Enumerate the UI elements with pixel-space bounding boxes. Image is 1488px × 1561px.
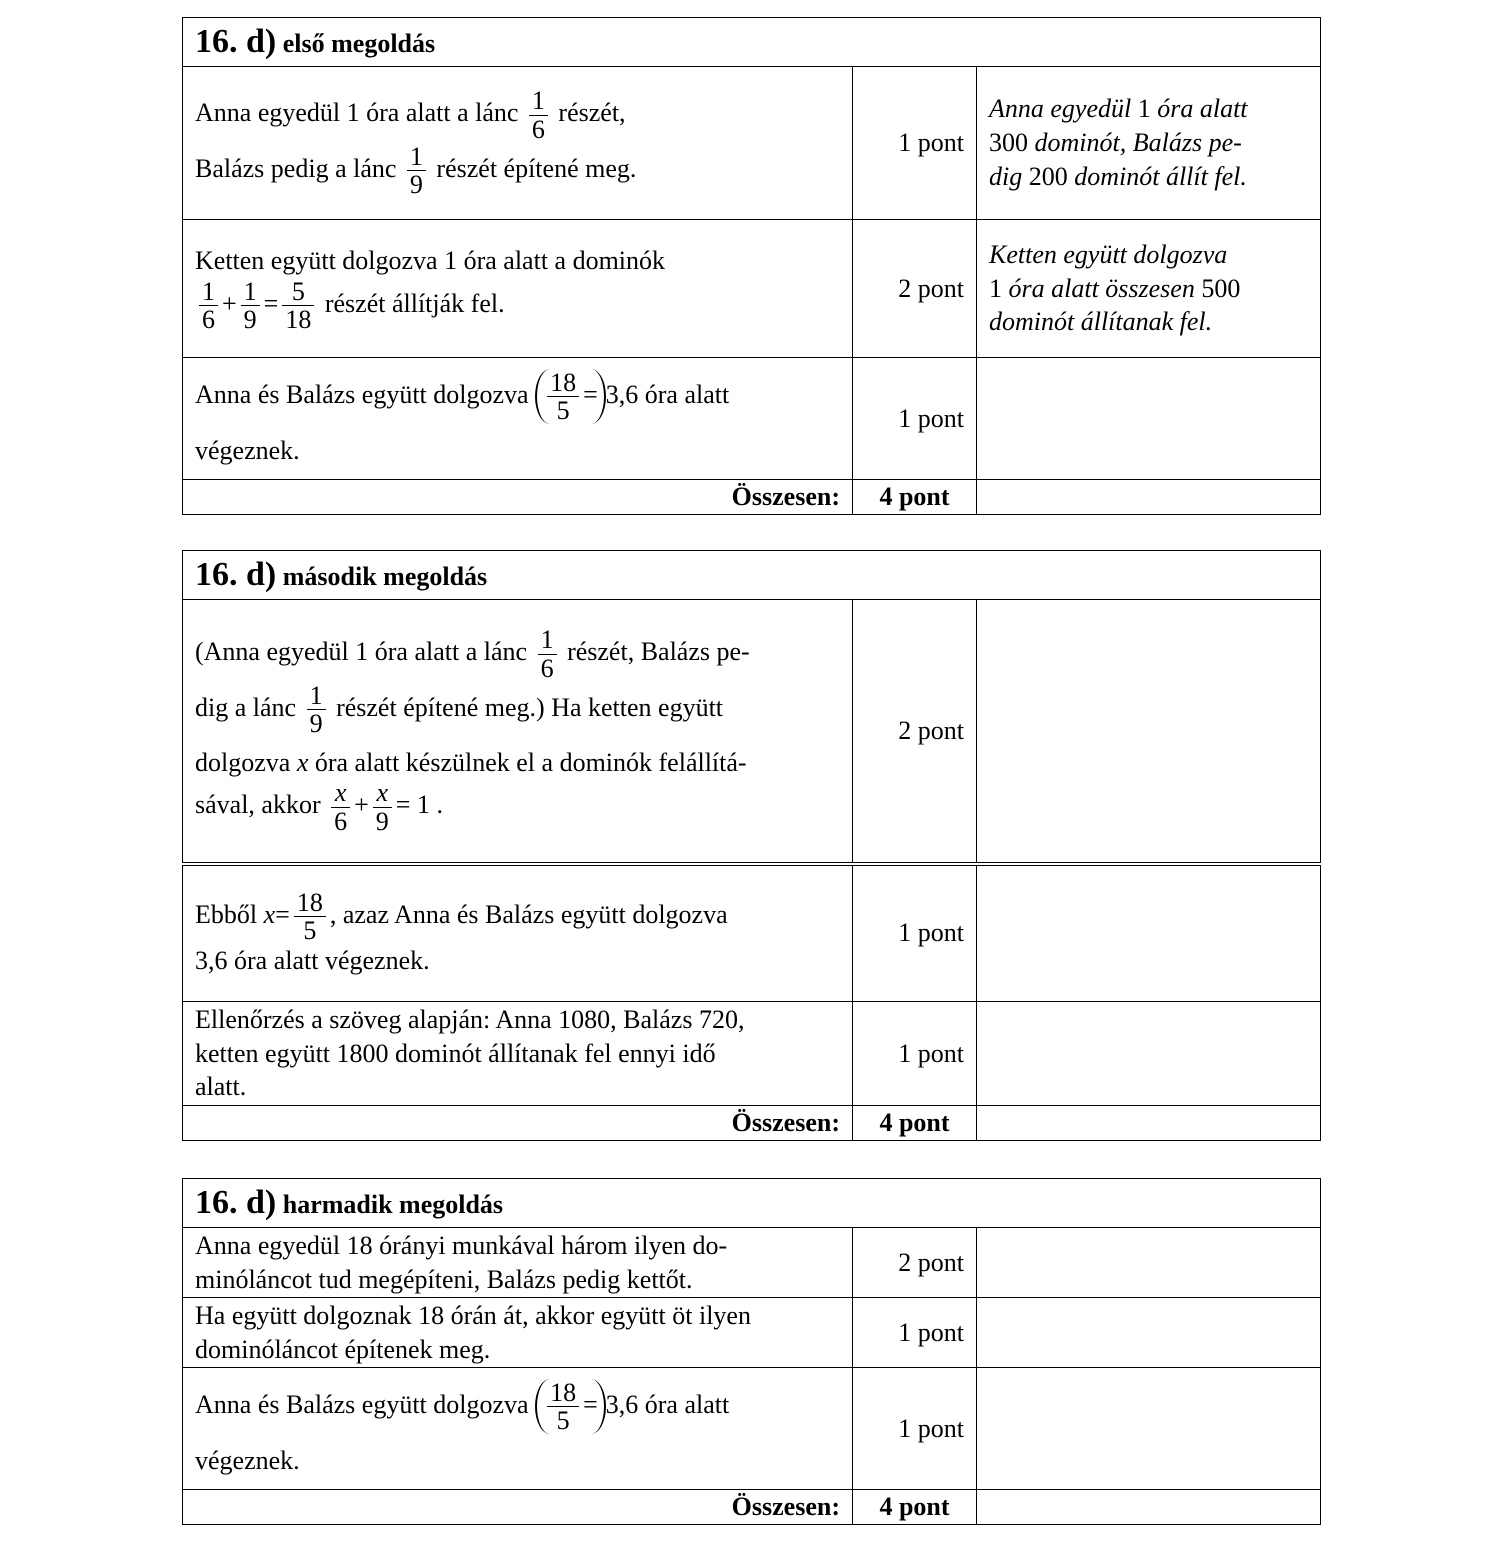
table-row	[183, 864, 1321, 1002]
step-text: Ebből x= $\frac{18}{5}$ , azaz Anna és Balázs együtt dolgozva 3,6 óra alatt végeznek.	[183, 864, 853, 1002]
step-text: Anna egyedül 1 óra alatt a lánc $\frac{1}{6}$ részét, Balázs pedig a lánc $\frac{1}{9}$ részét építené meg.	[183, 67, 853, 220]
points: 2 pont	[853, 1228, 977, 1298]
parenthesis: $\frac{18}{5}$ =	[535, 369, 606, 425]
fraction: $\frac{1}{9}$	[407, 143, 426, 199]
fraction: $\frac{1}{6}$	[529, 87, 548, 143]
table-row	[183, 1228, 1321, 1298]
fraction: $\frac{1}{6}$	[199, 278, 218, 334]
solution-title: első megoldás	[282, 28, 436, 58]
total-label: Összesen:	[183, 1490, 853, 1525]
remark	[977, 358, 1321, 480]
solution-title: második megoldás	[282, 561, 488, 591]
remark	[977, 600, 1321, 864]
step-text: Anna és Balázs együtt dolgozva $\frac{18}{5}$ = 3,6 óra alatt végeznek.	[183, 1368, 853, 1490]
fraction: $\frac{18}{5}$	[294, 889, 326, 945]
points: 1 pont	[853, 1298, 977, 1368]
total-row	[183, 1490, 1321, 1525]
task-number: 16. d)	[195, 22, 277, 60]
task-number: 16. d)	[195, 555, 277, 593]
remark	[977, 1002, 1321, 1106]
remark	[977, 1298, 1321, 1368]
points: 1 pont	[853, 358, 977, 480]
table-row	[183, 1298, 1321, 1368]
points: 1 pont	[853, 864, 977, 1002]
total-points: 4 pont	[853, 1106, 977, 1141]
total-label: Összesen:	[183, 1106, 853, 1141]
remark: Ketten együtt dolgozva 1 óra alatt összesen 500 dominót állítanak fel.	[977, 220, 1321, 358]
table-row	[183, 600, 1321, 864]
points: 1 pont	[853, 1368, 977, 1490]
table-header	[183, 1179, 1321, 1228]
step-text: (Anna egyedül 1 óra alatt a lánc $\frac{1}{6}$ részét, Balázs pe- dig a lánc $\frac{1}{9}$ részét építené meg.) Ha ketten együtt dolgozva x óra alatt készülnek el a dominók felállítá- sával, akkor $\frac{x}{6}$ + $\frac{x}{9}$ = 1 .	[183, 600, 853, 864]
points: 2 pont	[853, 600, 977, 864]
step-text: Anna és Balázs együtt dolgozva $\frac{18}{5}$ = 3,6 óra alatt végeznek.	[183, 358, 853, 480]
remark	[977, 1228, 1321, 1298]
table-row	[183, 67, 1321, 220]
table-row	[183, 358, 1321, 480]
parenthesis: $\frac{18}{5}$ =	[535, 1379, 606, 1435]
points: 2 pont	[853, 220, 977, 358]
solution-table-second	[182, 550, 1321, 1141]
fraction: $\frac{1}{9}$	[307, 682, 326, 738]
solution-title: harmadik megoldás	[282, 1189, 504, 1219]
total-points: 4 pont	[853, 480, 977, 515]
fraction: $\frac{1}{9}$	[241, 278, 260, 334]
total-points: 4 pont	[853, 1490, 977, 1525]
task-number: 16. d)	[195, 1183, 277, 1221]
table-row	[183, 1002, 1321, 1106]
points: 1 pont	[853, 1002, 977, 1106]
table-row	[183, 220, 1321, 358]
fraction: $\frac{1}{6}$	[538, 626, 557, 682]
total-label: Összesen:	[183, 480, 853, 515]
step-text: Ketten együtt dolgozva 1 óra alatt a dominók $\frac{1}{6}$ + $\frac{1}{9}$ = $\frac{5}{18}$ részét állítják fel.	[183, 220, 853, 358]
remark	[977, 864, 1321, 1002]
solution-table-first	[182, 17, 1321, 515]
table-row	[183, 1368, 1321, 1490]
fraction: $\frac{x}{6}$	[331, 779, 350, 835]
fraction: $\frac{5}{18}$	[282, 278, 314, 334]
remark: Anna egyedül 1 óra alatt 300 dominót, Balázs pe- dig 200 dominót állít fel.	[977, 67, 1321, 220]
fraction: $\frac{x}{9}$	[373, 779, 392, 835]
table-header	[183, 551, 1321, 600]
step-text: Anna egyedül 18 órányi munkával három ilyen do- minóláncot tud megépíteni, Balázs pedig kettőt.	[183, 1228, 853, 1298]
points: 1 pont	[853, 67, 977, 220]
step-text: Ha együtt dolgoznak 18 órán át, akkor együtt öt ilyen dominóláncot építenek meg.	[183, 1298, 853, 1368]
step-text: Ellenőrzés a szöveg alapján: Anna 1080, Balázs 720, ketten együtt 1800 dominót állítanak fel ennyi idő alatt.	[183, 1002, 853, 1106]
total-row	[183, 1106, 1321, 1141]
solution-table-third	[182, 1178, 1321, 1525]
total-row	[183, 480, 1321, 515]
table-header	[183, 18, 1321, 67]
remark	[977, 1368, 1321, 1490]
